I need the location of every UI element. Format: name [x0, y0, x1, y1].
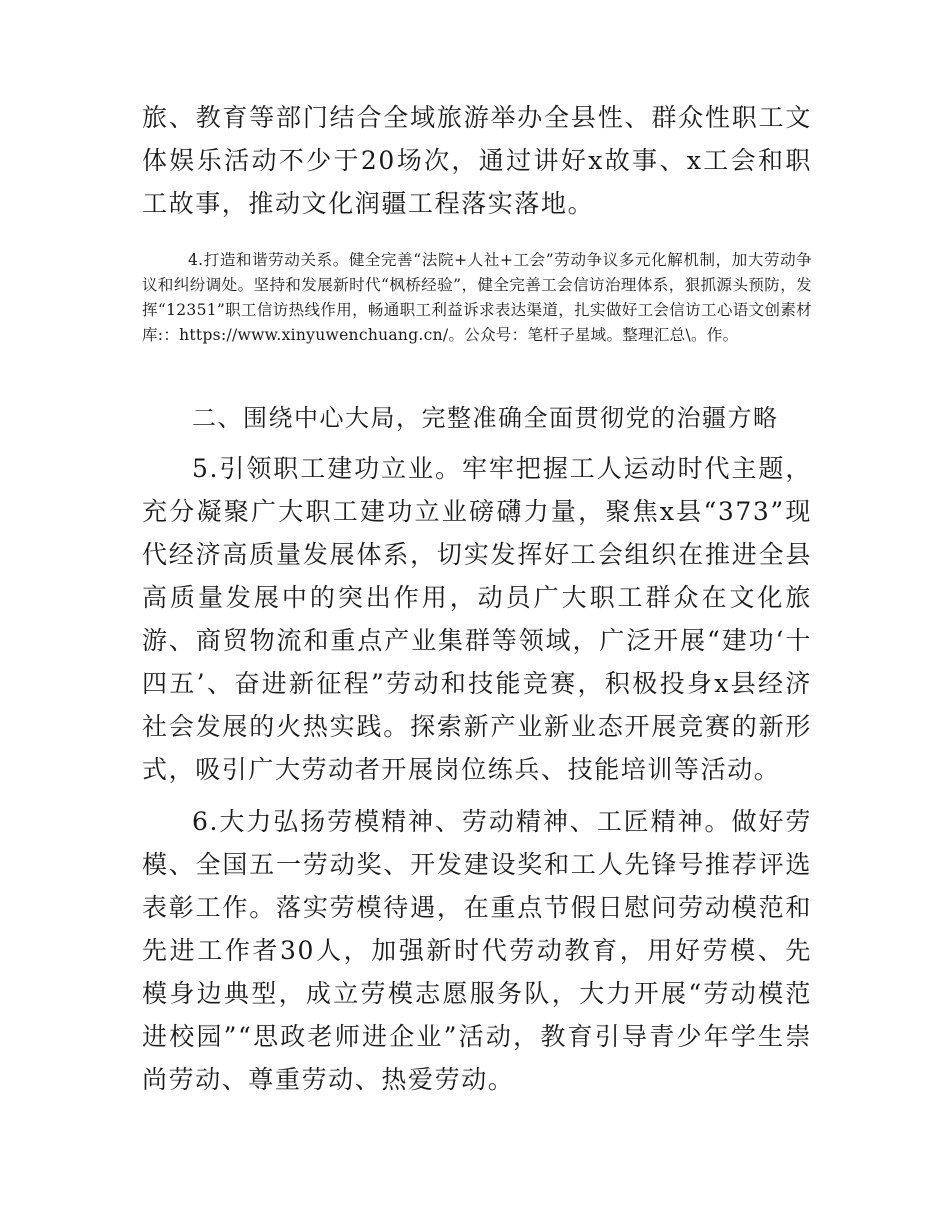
paragraph-continuation: 旅、教育等部门结合全域旅游举办全县性、群众性职工文体娱乐活动不少于20场次，通过讲好x故事、x工会和职工故事，推动文化润疆工程落实落地。 — [142, 103, 812, 218]
paragraph-4: 4.打造和谐劳动关系。健全完善“法院+人社+工会”劳动争议多元化解机制，加大劳动争议和纠纷调处。坚持和发展新时代“枫桥经验”，健全完善工会信访治理体系，狠抓源头预防，发挥“12351”职工信访热线作用，畅通职工利益诉求表达渠道，扎实做好工会信访工心语文创素材库:：https://www.xinyuwenchuang.cn/。公众号：笔杆子星域。整理汇总\。作。 — [142, 251, 812, 344]
paragraph-6: 6.大力弘扬劳模精神、劳动精神、工匠精神。做好劳模、全国五一劳动奖、开发建设奖和工人先锋号推荐评选表彰工作。落实劳模待遇，在重点节假日慰问劳动模范和先进工作者30人，加强新时代劳动教育，用好劳模、先模身边典型，成立劳模志愿服务队，大力开展“劳动模范进校园”“思政老师进企业”活动，教育引导青少年学生崇尚劳动、尊重劳动、热爱劳动。 — [142, 807, 812, 1094]
section-heading: 二、围绕中心大局，完整准确全面贯彻党的治疆方略 — [192, 404, 779, 432]
paragraph-5: 5.引领职工建功立业。牢牢把握工人运动时代主题，充分凝聚广大职工建功立业磅礴力量，聚焦x县“373”现代经济高质量发展体系，切实发挥好工会组织在推进全县高质量发展中的突出作用，动员广大职工群众在文化旅游、商贸物流和重点产业集群等领域，广泛开展“建功‘十四五’、奋进新征程”劳动和技能竞赛，积极投身x县经济社会发展的火热实践。探索新产业新业态开展竞赛的新形式，吸引广大劳动者开展岗位练兵、技能培训等活动。 — [142, 454, 812, 784]
